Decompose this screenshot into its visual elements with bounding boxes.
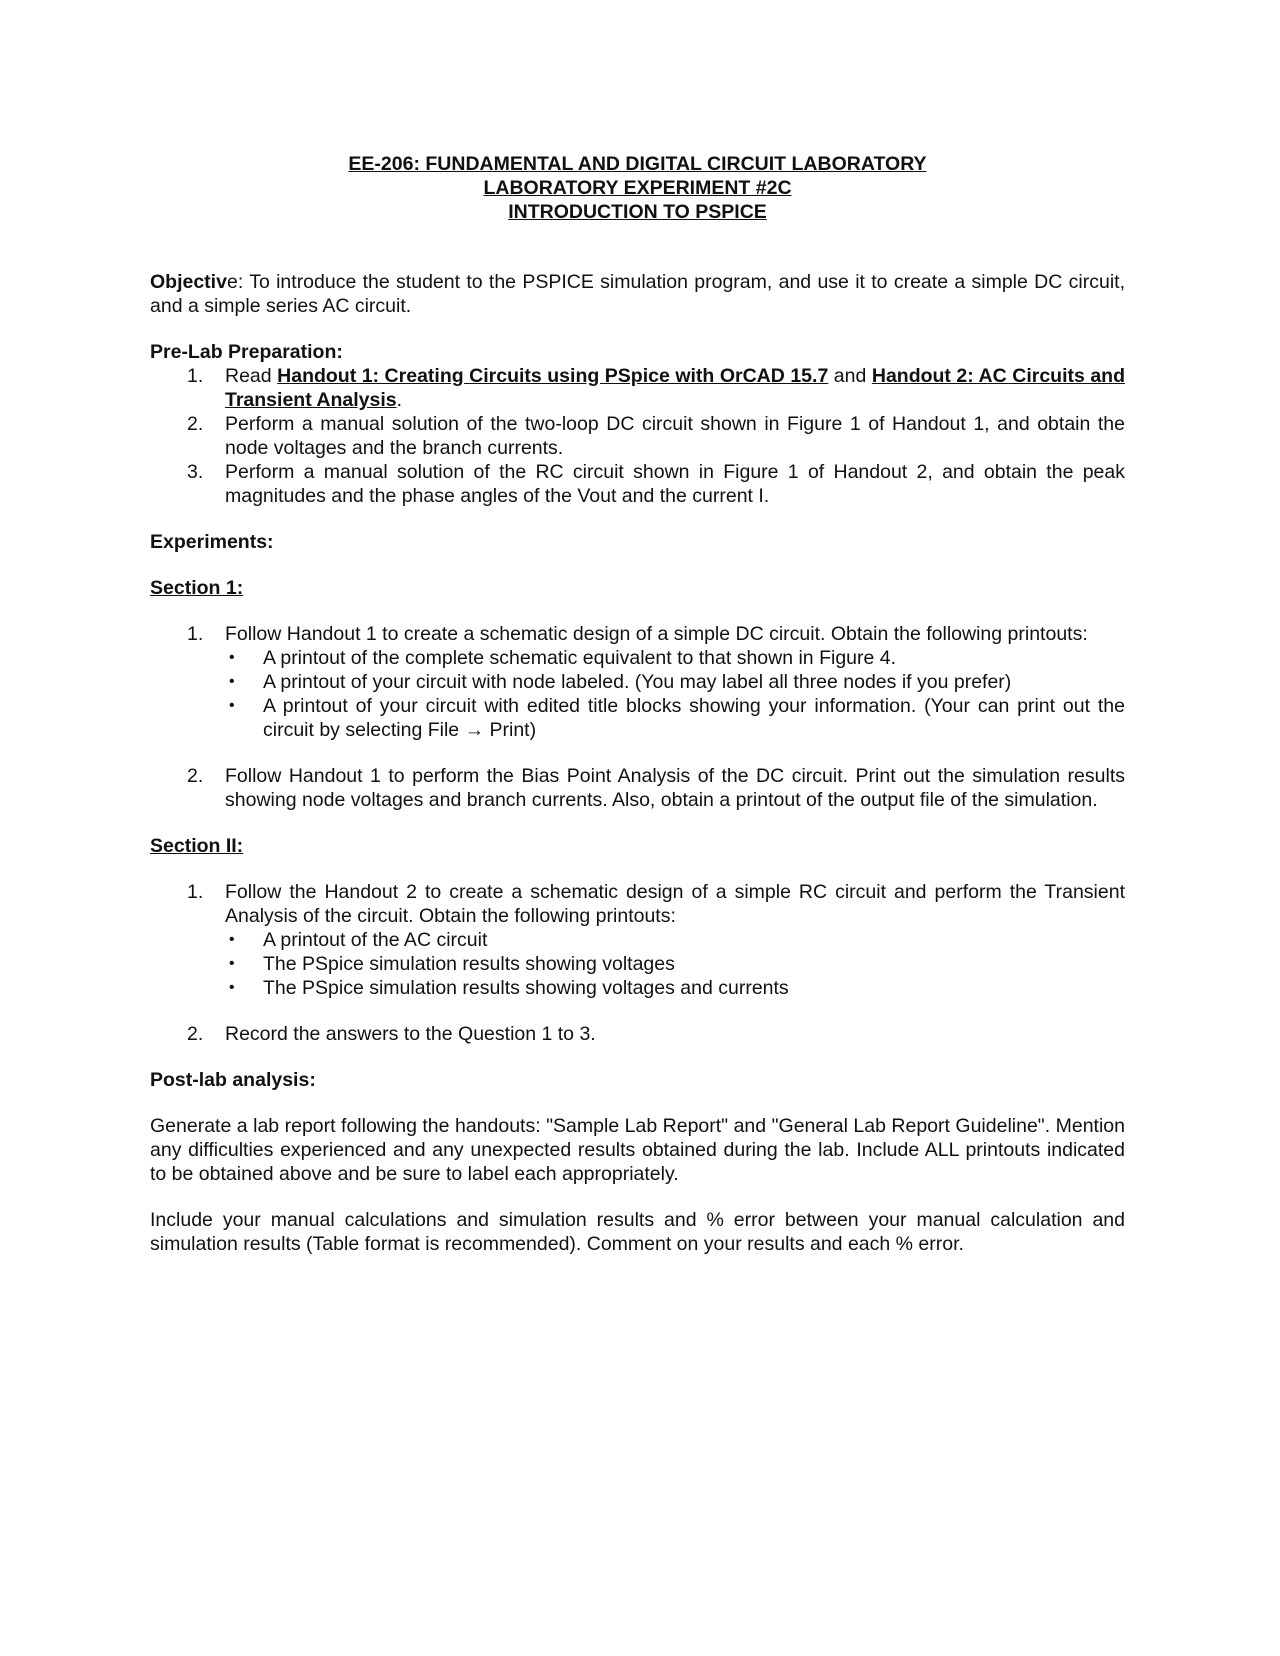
list-item	[150, 1022, 1125, 1046]
list-text: Follow the Handout 2 to create a schematic design of a simple RC circuit and perform the Transient Analysis of the circuit. Obtain the following printouts:	[225, 881, 1125, 927]
list-number: 1.	[187, 365, 204, 387]
bullet-item	[225, 928, 1125, 952]
bullet-item	[225, 646, 1125, 670]
list-text: Perform a manual solution of the two-loop DC circuit shown in Figure 1 of Handout 1, and obtain the node voltages and the branch currents.	[225, 413, 1125, 459]
bullet-icon: •	[229, 649, 235, 666]
bullet-icon: •	[229, 673, 235, 690]
bullet-item	[225, 976, 1125, 1000]
experiment-number: LABORATORY EXPERIMENT #2C	[483, 177, 792, 199]
list-number: 1.	[187, 881, 204, 903]
list-text: Record the answers to the Question 1 to 3.	[225, 1023, 596, 1045]
list-number: 3.	[187, 461, 204, 483]
objective-label: Objectiv	[150, 271, 227, 293]
list-number: 2.	[187, 765, 204, 787]
list-text: .	[396, 389, 403, 411]
postlab-heading: Post-lab analysis:	[150, 1069, 316, 1091]
section-2-heading: Section II:	[150, 835, 244, 857]
bullet-list	[225, 928, 1125, 1000]
bullet-text: A printout of the AC circuit	[263, 929, 488, 951]
list-item	[150, 764, 1125, 812]
course-title: EE-206: FUNDAMENTAL AND DIGITAL CIRCUIT LABORATORY	[348, 153, 927, 175]
bullet-item	[225, 694, 1125, 742]
list-text: Perform a manual solution of the RC circuit shown in Figure 1 of Handout 2, and obtain the peak magnitudes and the phase angles of the Vout and the current I.	[225, 461, 1125, 507]
bullet-text: The PSpice simulation results showing voltages	[263, 953, 675, 975]
bullet-list	[225, 646, 1125, 742]
section-2-list	[150, 880, 1125, 1046]
section-1-heading: Section 1:	[150, 577, 244, 599]
list-number: 2.	[187, 1023, 204, 1045]
list-text: Read	[225, 365, 278, 387]
list-item	[150, 622, 1125, 742]
postlab-paragraph-1: Generate a lab report following the handouts: "Sample Lab Report" and "General Lab Report Guideline". Mention any difficulties experienced and any unexpected results obtained during the lab. Include ALL printouts indicated to be obtained above and be sure to label each appropriately.	[150, 1115, 1125, 1185]
list-text: and	[828, 365, 872, 387]
postlab-paragraph-2: Include your manual calculations and simulation results and % error between your manual calculation and simulation results (Table format is recommended). Comment on your results and each % error.	[150, 1209, 1125, 1255]
bullet-icon: •	[229, 931, 235, 948]
handout-1-link[interactable]: Handout 1: Creating Circuits using PSpice with OrCAD 15.7	[277, 365, 829, 387]
list-text: Follow Handout 1 to create a schematic design of a simple DC circuit. Obtain the following printouts:	[225, 623, 1088, 645]
section-1-list	[150, 622, 1125, 812]
prelab-heading: Pre-Lab Preparation:	[150, 341, 343, 363]
document-content	[150, 152, 1125, 1256]
list-item	[150, 364, 1125, 412]
list-item	[150, 880, 1125, 1000]
bullet-icon: •	[229, 979, 235, 996]
bullet-text: A printout of your circuit with edited title blocks showing your information. (Your can print out the circuit by selecting File → Print)	[263, 695, 1125, 741]
bullet-item	[225, 952, 1125, 976]
list-item	[150, 460, 1125, 508]
experiment-title: INTRODUCTION TO PSPICE	[508, 201, 767, 223]
bullet-text: A printout of your circuit with node labeled. (You may label all three nodes if you prefer)	[263, 671, 1012, 693]
bullet-item	[225, 670, 1125, 694]
objective-text: : To introduce the student to the PSPICE simulation program, and use it to create a simple DC circuit, and a simple series AC circuit.	[150, 271, 1125, 317]
list-text: Follow Handout 1 to perform the Bias Point Analysis of the DC circuit. Print out the simulation results showing node voltages and branch currents. Also, obtain a printout of the output file of the simulation.	[225, 765, 1125, 811]
list-number: 1.	[187, 623, 204, 645]
prelab-list	[150, 364, 1125, 508]
bullet-icon: •	[229, 697, 235, 714]
objective-paragraph	[150, 270, 1125, 318]
bullet-text: A printout of the complete schematic equivalent to that shown in Figure 4.	[263, 647, 897, 669]
bullet-text: The PSpice simulation results showing voltages and currents	[263, 977, 789, 999]
bullet-icon: •	[229, 955, 235, 972]
objective-label-rest: e	[226, 271, 238, 293]
document-title	[150, 152, 1125, 224]
handout-2-link[interactable]: Handout 2: AC Circuits and Transient Analysis	[225, 365, 1126, 411]
list-item	[150, 412, 1125, 460]
experiments-heading: Experiments:	[150, 531, 274, 553]
list-number: 2.	[187, 413, 204, 435]
